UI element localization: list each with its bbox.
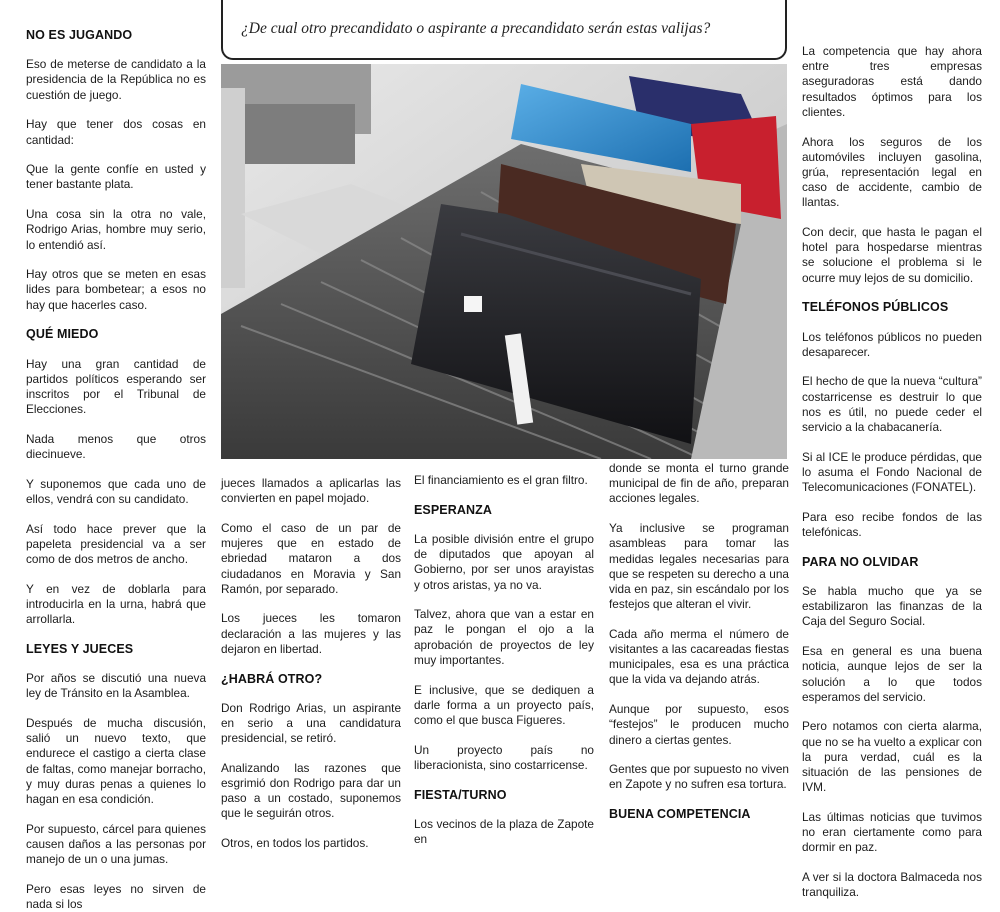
paragraph: El hecho de que la nueva “cultura” costarricense es destruir lo que nos es útil, no puede ceder el servicio a la chabacanería. xyxy=(802,374,982,435)
luggage-carousel-photo xyxy=(221,64,787,459)
paragraph: Hay una gran cantidad de partidos políticos esperando ser inscritos por el Tribunal de Elecciones. xyxy=(26,356,206,417)
column-5 xyxy=(802,44,982,900)
paragraph: Y suponemos que cada uno de ellos, vendrá con su candidato. xyxy=(26,476,206,506)
paragraph: Los vecinos de la plaza de Zapote en xyxy=(414,816,594,846)
column-1 xyxy=(26,28,206,912)
paragraph: La posible división entre el grupo de diputados que apoyan al Gobierno, por ser unos arayistas y otros aristas, ya no va. xyxy=(414,531,594,592)
section-heading-fiesta-turno: FIESTA/TURNO xyxy=(414,787,507,802)
paragraph: Se habla mucho que ya se estabilizaron las finanzas de la Caja del Seguro Social. xyxy=(802,583,982,629)
column-4 xyxy=(609,461,789,822)
paragraph: Don Rodrigo Arias, un aspirante en serio a una candidatura presidencial, se retiró. xyxy=(221,700,401,746)
paragraph: Las últimas noticias que tuvimos no eran ciertamente como para dormir en paz. xyxy=(802,809,982,855)
paragraph: Una cosa sin la otra no vale, Rodrigo Arias, hombre muy serio, lo entendió así. xyxy=(26,207,206,252)
paragraph: Y en vez de doblarla para introducirla en la urna, habrá que arrollarla. xyxy=(26,581,206,627)
section-heading-no-es-jugando: NO ES JUGANDO xyxy=(26,28,133,42)
paragraph: Analizando las razones que esgrimió don Rodrigo para dar un paso a un costado, suponemos que le seguirán otros. xyxy=(221,760,401,821)
paragraph: Nada menos que otros diecinueve. xyxy=(26,431,206,462)
paragraph: Ya inclusive se programan asambleas para tomar las medidas legales necesarias para que se respeten su derecho a una vida en paz, sin escándalo por los festejos que alteran el vivir. xyxy=(609,521,789,612)
paragraph: Talvez, ahora que van a estar en paz le pongan el ojo a la aprobación de proyectos de ley muy importantes. xyxy=(414,607,594,667)
paragraph: La competencia que hay ahora entre tres empresas aseguradoras está dando resultados óptimos para los clientes. xyxy=(802,44,982,119)
paragraph: Así todo hace prever que la papeleta presidencial va a ser como de dos metros de ancho. xyxy=(26,521,206,567)
section-heading-leyes-y-jueces: LEYES Y JUECES xyxy=(26,641,134,656)
paragraph: Los jueces les tomaron declaración a las mujeres y las dejaron en libertad. xyxy=(221,611,401,656)
paragraph: donde se monta el turno grande municipal de fin de año, preparan acciones legales. xyxy=(609,461,789,506)
paragraph: Otros, en todos los partidos. xyxy=(221,836,369,851)
paragraph: jueces llamados a aplicarlas las convierten en papel mojado. xyxy=(221,476,401,506)
paragraph: Después de mucha discusión, salió un nuevo texto, que endurece el castigo a cierta clase de faltas, como manejar borracho, y muy duras penas a quienes lo hagan en esa condición. xyxy=(26,716,206,807)
paragraph: Pero esas leyes no sirven de nada si los xyxy=(26,881,206,912)
column-3 xyxy=(414,473,594,846)
section-heading-para-no-olvidar: PARA NO OLVIDAR xyxy=(802,554,919,569)
paragraph: Esa en general es una buena noticia, aunque lejos de ser la solución a lo que todos esperamos del servicio. xyxy=(802,644,982,704)
section-heading-habra-otro: ¿HABRÁ OTRO? xyxy=(221,671,323,686)
paragraph: Hay que tener dos cosas en cantidad: xyxy=(26,117,206,147)
paragraph: Que la gente confíe en usted y tener bastante plata. xyxy=(26,162,206,192)
paragraph: Como el caso de un par de mujeres que en estado de ebriedad mataron a dos ciudadanos en Moravia y San Ramón, por separado. xyxy=(221,520,401,596)
paragraph: Si al ICE le produce pérdidas, que lo asuma el Fondo Nacional de Telecomunicaciones (FONATEL). xyxy=(802,449,982,495)
photo-caption: ¿De cual otro precandidato o aspirante a precandidato serán estas valijas? xyxy=(241,20,711,37)
photo-caption-box xyxy=(221,0,787,60)
paragraph: Aunque por supuesto, esos “festejos” le producen mucho dinero a ciertas gentes. xyxy=(609,702,789,747)
paragraph: Pero notamos con cierta alarma, que no se ha vuelto a explicar con la pura verdad, cuál es la situación de las pensiones de IVM. xyxy=(802,719,982,795)
column-2 xyxy=(221,476,401,851)
paragraph: Hay otros que se meten en esas lides para bombetear; a esos no hay que hacerles caso. xyxy=(26,267,206,312)
section-heading-telefonos-publicos: TELÉFONOS PÚBLICOS xyxy=(802,300,949,315)
section-heading-buena-competencia: BUENA COMPETENCIA xyxy=(609,807,751,822)
paragraph: El financiamiento es el gran filtro. xyxy=(414,473,588,487)
paragraph: Con decir, que hasta le pagan el hotel para hospedarse mientras se solucione el problema si le ocurre muy lejos de su domicilio. xyxy=(802,225,982,285)
section-heading-que-miedo: QUÉ MIEDO xyxy=(26,327,99,342)
paragraph: Por años se discutió una nueva ley de Tránsito en la Asamblea. xyxy=(26,671,206,701)
paragraph: Cada año merma el número de visitantes a las cacareadas fiestas municipales, esa es una práctica que la vida va dejando atrás. xyxy=(609,626,789,687)
luggage-illustration xyxy=(221,64,787,459)
paragraph: E inclusive, que se dediquen a darle forma a un proyecto país, como el que busca Figueres. xyxy=(414,682,594,727)
paragraph: Ahora los seguros de los automóviles incluyen gasolina, grúa, representación legal en caso de accidente, cambio de llantas. xyxy=(802,134,982,210)
paragraph: Para eso recibe fondos de las telefónicas. xyxy=(802,509,982,540)
section-heading-esperanza: ESPERANZA xyxy=(414,502,492,517)
paragraph: A ver si la doctora Balmaceda nos tranquiliza. xyxy=(802,870,982,900)
paragraph: Por supuesto, cárcel para quienes causen daños a las personas por manejo de un o una jumas. xyxy=(26,821,206,867)
paragraph: Gentes que por supuesto no viven en Zapote y no sufren esa tortura. xyxy=(609,762,789,792)
paragraph: Los teléfonos públicos no pueden desaparecer. xyxy=(802,329,982,359)
paragraph: Eso de meterse de candidato a la presidencia de la República no es cuestión de juego. xyxy=(26,57,206,102)
paragraph: Un proyecto país no liberacionista, sino costarricense. xyxy=(414,742,594,772)
